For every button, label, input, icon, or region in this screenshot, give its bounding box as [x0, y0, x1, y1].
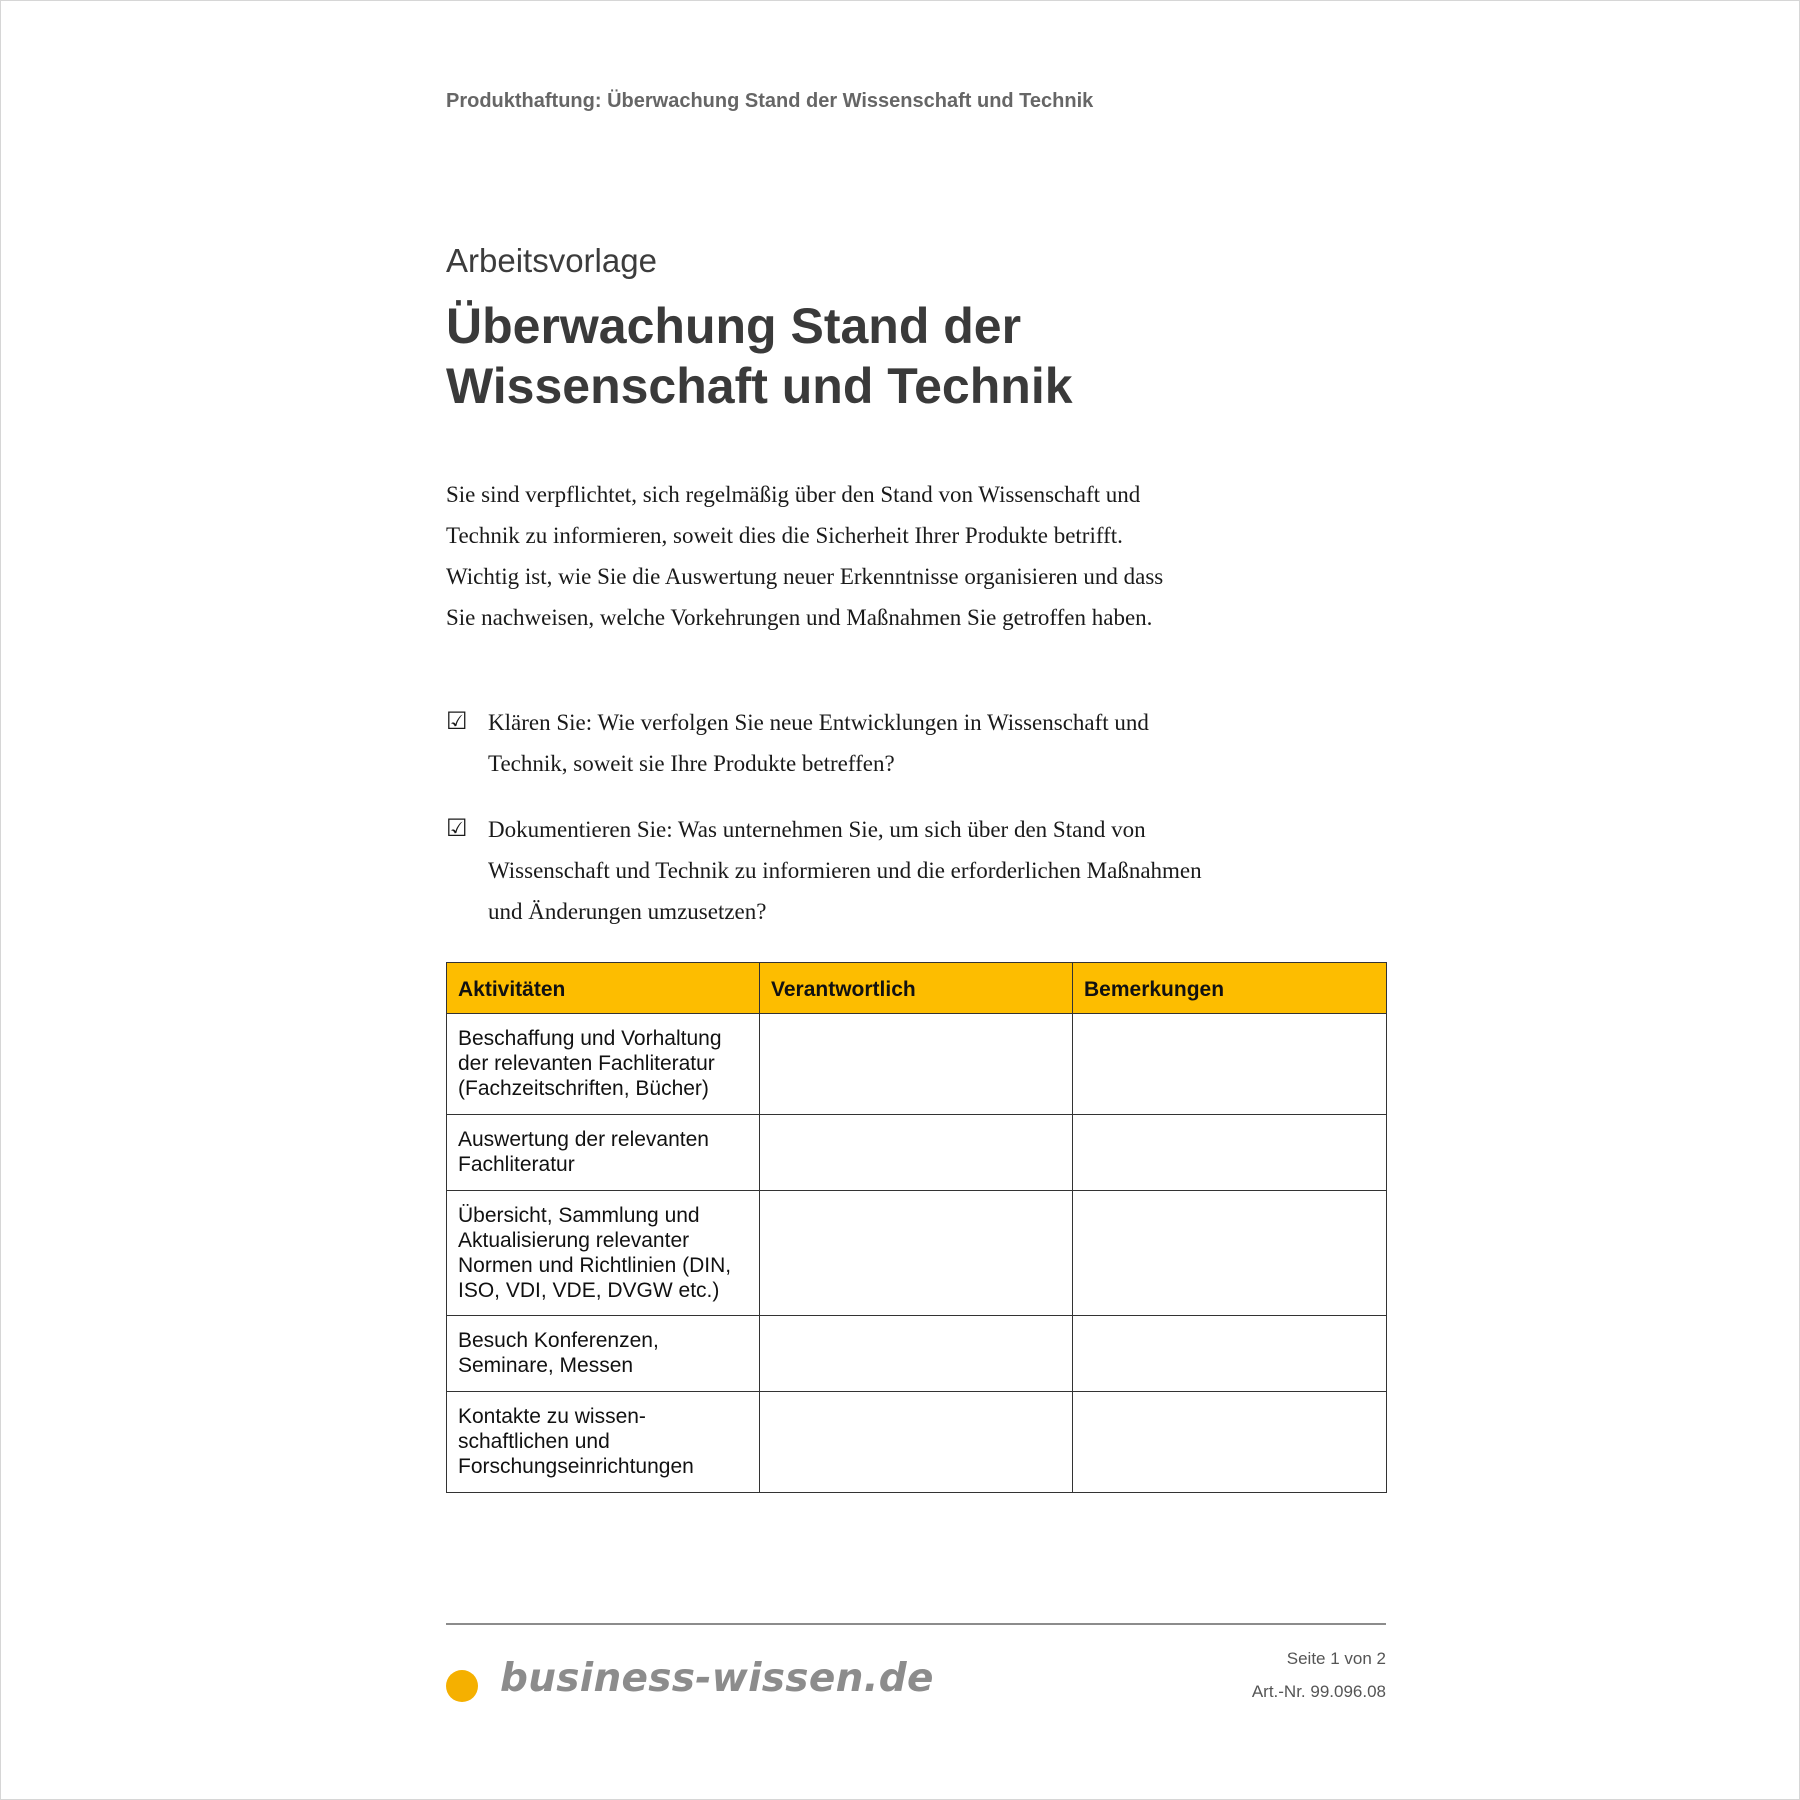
activity-cell: Besuch Konferenzen, Seminare, Messen [447, 1316, 760, 1392]
table-row [447, 1392, 1387, 1493]
table-header-row [447, 963, 1387, 1014]
intro-paragraph: Sie sind verpflichtet, sich regelmäßig über den Stand von Wissenschaft und Technik zu informieren, soweit dies die Sicherheit Ihrer Produkte betrifft. Wichtig ist, wie Sie die Auswertung neuer Erkenntnisse organisieren und dass Sie nachweisen, welche Vorkehrungen und Maßnahmen Sie getroffen haben. [446, 482, 1164, 630]
responsible-cell[interactable] [760, 1115, 1073, 1191]
document-subtitle: Arbeitsvorlage [446, 242, 657, 279]
checklist-item [446, 702, 1206, 784]
table-row [447, 1115, 1387, 1191]
checklist-item [446, 809, 1206, 932]
activity-cell: Auswertung der relevanten Fachliteratur [447, 1115, 760, 1191]
logo[interactable]: business-wissen.de [500, 1656, 934, 1701]
remarks-cell[interactable] [1073, 1115, 1387, 1191]
activity-cell: Übersicht, Sammlung und Aktualisierung relevanter Normen und Richtlinien (DIN, ISO, VDI, VDE, DVGW etc.) [447, 1191, 760, 1316]
checkbox-checked-icon: ☑ [446, 816, 468, 842]
remarks-cell[interactable] [1073, 1014, 1387, 1115]
activities-table [446, 962, 1387, 1493]
article-number: Art.-Nr. 99.096.08 [1251, 1682, 1386, 1701]
footer-divider [446, 1623, 1386, 1625]
responsible-cell[interactable] [760, 1316, 1073, 1392]
checklist-item-text: Dokumentieren Sie: Was unternehmen Sie, um sich über den Stand von Wissenschaft und Technik zu informieren und die erforderlichen Maßnahmen und Änderungen umzusetzen? [488, 817, 1202, 924]
activity-cell: Kontakte zu wissen-schaftlichen und Forschungseinrichtungen [447, 1392, 760, 1493]
checkbox-checked-icon: ☑ [446, 709, 468, 735]
table-row [447, 1014, 1387, 1115]
responsible-cell[interactable] [760, 1191, 1073, 1316]
document-title: Überwachung Stand der Wissenschaft und Technik [446, 298, 1073, 414]
remarks-cell[interactable] [1073, 1316, 1387, 1392]
column-header-remarks: Bemerkungen [1073, 963, 1387, 1014]
table-row [447, 1316, 1387, 1392]
remarks-cell[interactable] [1073, 1191, 1387, 1316]
running-header: Produkthaftung: Überwachung Stand der Wissenschaft und Technik [446, 90, 1094, 112]
responsible-cell[interactable] [760, 1392, 1073, 1493]
column-header-responsible: Verantwortlich [760, 963, 1073, 1014]
table-row [447, 1191, 1387, 1316]
activity-cell: Beschaffung und Vorhaltung der relevanten Fachliteratur (Fachzeitschriften, Bücher) [447, 1014, 760, 1115]
column-header-activities: Aktivitäten [447, 963, 760, 1014]
checklist-item-text: Klären Sie: Wie verfolgen Sie neue Entwicklungen in Wissenschaft und Technik, soweit sie Ihre Produkte betreffen? [488, 710, 1149, 776]
logo-dot-icon [446, 1670, 478, 1702]
remarks-cell[interactable] [1073, 1392, 1387, 1493]
page-number: Seite 1 von 2 [1286, 1649, 1386, 1668]
responsible-cell[interactable] [760, 1014, 1073, 1115]
